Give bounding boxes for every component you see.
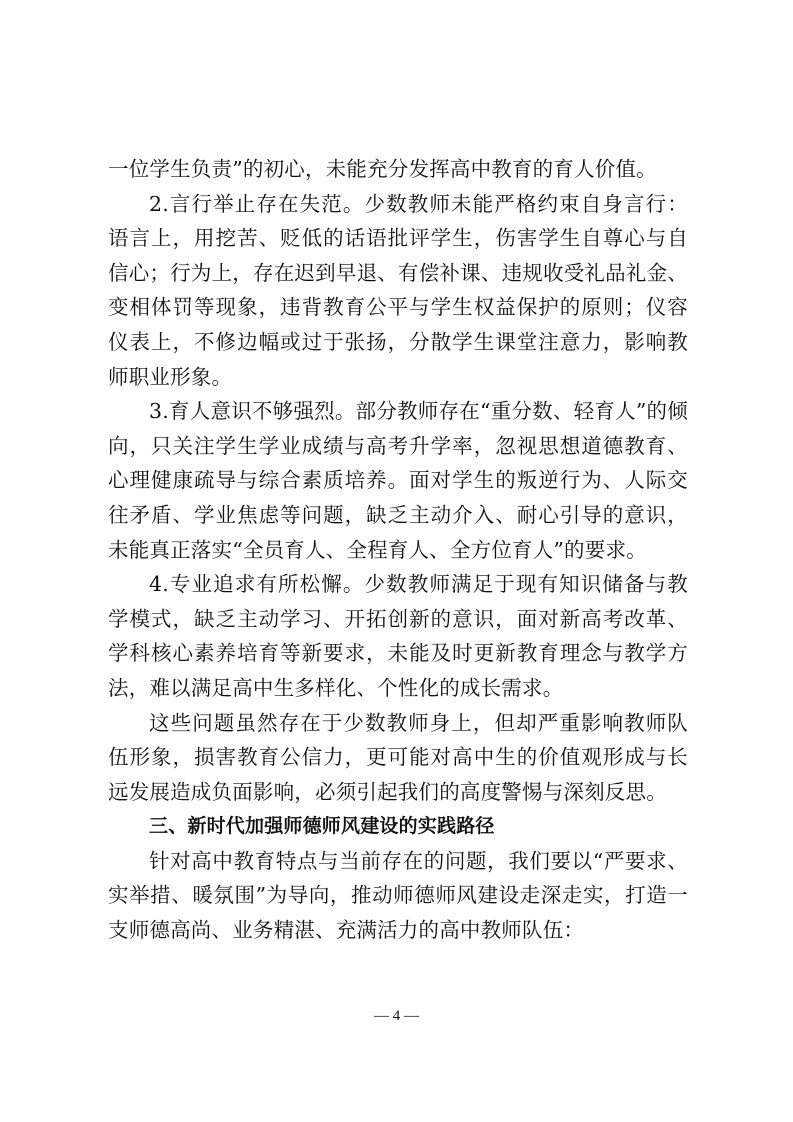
section-heading: 三、新时代加强师德师风建设的实践路径: [149, 815, 495, 838]
text-line: 往矛盾、学业焦虑等问题，缺乏主动介入、耐心引导的意识，: [108, 502, 688, 527]
text-line: 向，只关注学生学业成绩与高考升学率，忽视思想道德教育、: [108, 433, 688, 458]
text-line: 法，难以满足高中生多样化、个性化的成长需求。: [108, 675, 564, 700]
text-line: 仪表上，不修边幅或过于张扬，分散学生课堂注意力，影响教: [108, 329, 688, 354]
paragraph-5-line: 这些问题虽然存在于少数教师身上，但却严重影响教师队: [149, 710, 688, 735]
document-body: [108, 152, 688, 948]
text-line: 伍形象，损害教育公信力，更可能对高中生的价值观形成与长: [108, 745, 688, 770]
text-line: 心理健康疏导与综合素质培养。面对学生的叛逆行为、人际交: [108, 468, 688, 493]
text-line: 学模式，缺乏主动学习、开拓创新的意识，面对新高考改革、: [108, 606, 688, 631]
text-line: 信心；行为上，存在迟到早退、有偿补课、违规收受礼品礼金、: [108, 260, 688, 285]
text-line: 师职业形象。: [108, 364, 233, 389]
text-line: 远发展造成负面影响，必须引起我们的高度警惕与深刻反思。: [108, 779, 667, 804]
paragraph-4-line: 4.专业追求有所松懈。少数教师满足于现有知识储备与教: [149, 572, 688, 597]
text-line: 一位学生负责”的初心，未能充分发挥高中教育的育人价值。: [108, 157, 657, 181]
text-line: 支师德高尚、业务精湛、充满活力的高中教师队伍：: [108, 918, 585, 943]
text-line: 语言上，用挖苦、贬低的话语批评学生，伤害学生自尊心与自: [108, 226, 688, 251]
paragraph-2-line: 2.言行举止存在失范。少数教师未能严格约束自身言行：: [149, 191, 688, 216]
text-line: 变相体罚等现象，违背教育公平与学生权益保护的原则；仪容: [108, 295, 688, 320]
paragraph-3-line: 3.育人意识不够强烈。部分教师存在“重分数、轻育人”的倾: [149, 399, 688, 424]
text-line: 未能真正落实“全员育人、全程育人、全方位育人”的要求。: [108, 537, 647, 562]
text-line: 学科核心素养培育等新要求，未能及时更新教育理念与教学方: [108, 641, 688, 666]
text-line: 实举措、暖氛围”为导向，推动师德师风建设走深走实，打造一: [108, 883, 688, 908]
page-number: — 4 —: [374, 1008, 419, 1024]
paragraph-6-line: 针对高中教育特点与当前存在的问题，我们要以“严要求、: [149, 848, 688, 873]
